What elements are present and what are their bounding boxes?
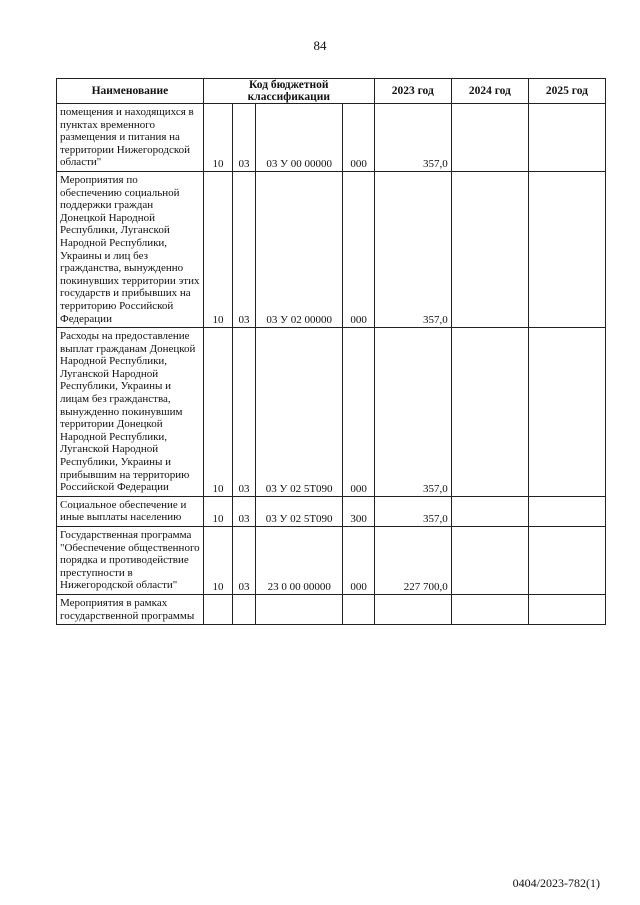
header-2024: 2024 год	[451, 79, 528, 104]
row-expense-type	[343, 594, 374, 624]
row-value-2024	[451, 594, 528, 624]
row-expense-type: 300	[343, 496, 374, 526]
table-row	[57, 594, 606, 624]
row-value-2025	[528, 527, 605, 595]
row-value-2024	[451, 171, 528, 327]
row-expense-type: 000	[343, 328, 374, 497]
row-value-2023: 227 700,0	[374, 527, 451, 595]
row-target-article: 23 0 00 00000	[255, 527, 343, 595]
row-section: 10	[203, 171, 232, 327]
row-value-2023: 357,0	[374, 328, 451, 497]
row-subsection: 03	[233, 496, 256, 526]
budget-table	[56, 78, 606, 625]
row-section: 10	[203, 527, 232, 595]
row-value-2023: 357,0	[374, 496, 451, 526]
document-code: 0404/2023-782(1)	[512, 876, 600, 890]
page-number: 84	[313, 38, 327, 53]
row-value-2024	[451, 328, 528, 497]
table-row	[57, 328, 606, 497]
row-name: помещения и находящихся в пунктах временного размещения и питания на территории Нижегородской области"	[57, 104, 204, 172]
row-value-2024	[451, 496, 528, 526]
row-section: 10	[203, 496, 232, 526]
row-target-article	[255, 594, 343, 624]
row-value-2025	[528, 594, 605, 624]
table-header-row	[57, 79, 606, 104]
table-row	[57, 171, 606, 327]
row-expense-type: 000	[343, 171, 374, 327]
row-section	[203, 594, 232, 624]
row-value-2024	[451, 527, 528, 595]
row-value-2025	[528, 171, 605, 327]
row-subsection: 03	[233, 104, 256, 172]
row-value-2025	[528, 104, 605, 172]
row-value-2025	[528, 496, 605, 526]
row-name: Государственная программа "Обеспечение общественного порядка и противодействие преступности в Нижегородской области"	[57, 527, 204, 595]
table-row	[57, 104, 606, 172]
row-value-2023: 357,0	[374, 104, 451, 172]
row-target-article: 03 У 00 00000	[255, 104, 343, 172]
header-budget-code: Код бюджетной классификации	[203, 79, 374, 104]
row-subsection: 03	[233, 328, 256, 497]
row-subsection: 03	[233, 171, 256, 327]
table-row	[57, 496, 606, 526]
header-2025: 2025 год	[528, 79, 605, 104]
row-value-2023: 357,0	[374, 171, 451, 327]
row-expense-type: 000	[343, 104, 374, 172]
row-value-2024	[451, 104, 528, 172]
row-value-2023	[374, 594, 451, 624]
row-section: 10	[203, 104, 232, 172]
row-name: Расходы на предоставление выплат гражданам Донецкой Народной Республики, Луганской Народной Республики, Украины и лицам без гражданства, вынужденно покинувшим территории Донецкой Народной Республики, Луганской Народной Республики, Украины и прибывшим на территорию Российской Федерации	[57, 328, 204, 497]
row-subsection	[233, 594, 256, 624]
row-name: Мероприятия в рамках государственной программы	[57, 594, 204, 624]
row-subsection: 03	[233, 527, 256, 595]
header-name: Наименование	[57, 79, 204, 104]
row-value-2025	[528, 328, 605, 497]
row-target-article: 03 У 02 5Т090	[255, 328, 343, 497]
row-target-article: 03 У 02 00000	[255, 171, 343, 327]
table-row	[57, 527, 606, 595]
row-name: Социальное обеспечение и иные выплаты населению	[57, 496, 204, 526]
row-section: 10	[203, 328, 232, 497]
row-name: Мероприятия по обеспечению социальной поддержки граждан Донецкой Народной Республики, Луганской Народной Республики, Украины и лиц без гражданства, вынужденно покинувших территории этих государств и прибывших на территорию Российской Федерации	[57, 171, 204, 327]
row-target-article: 03 У 02 5Т090	[255, 496, 343, 526]
row-expense-type: 000	[343, 527, 374, 595]
header-2023: 2023 год	[374, 79, 451, 104]
